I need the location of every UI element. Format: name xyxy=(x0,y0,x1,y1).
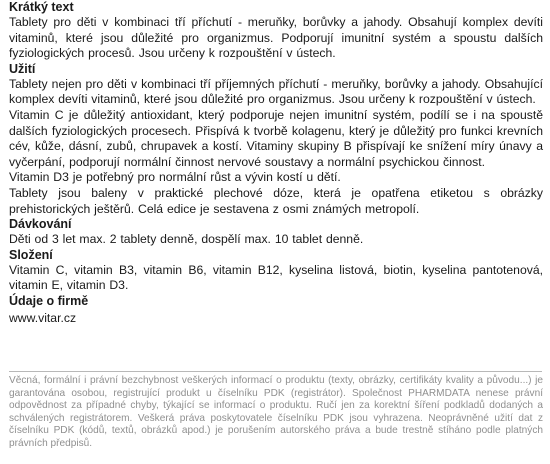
dosage-body: Děti od 3 let max. 2 tablety denně, dospělí max. 10 tablet denně. xyxy=(9,232,364,247)
company-website-link[interactable]: www.vitar.cz xyxy=(9,310,77,325)
section-title-company: Údaje o firmě xyxy=(9,293,89,308)
usage-paragraph: Vitamin D3 je potřebný pro normální růst a vývin kostí u dětí. xyxy=(9,170,341,185)
section-title-composition: Složení xyxy=(9,247,53,262)
section-title-short-text: Krátký text xyxy=(9,0,74,14)
section-title-dosage: Dávkování xyxy=(9,217,72,232)
disclaimer-text: Věcná, formální i právní bezchybnost veškerých informací o produktu (texty, obrázky, certifikáty kvality a původu...) je garantována osobou, registrující produkt u číselníku PDK (registrátor). Společnost PHARMDATA nenese právní odpovědnost za případné chyby, týkající se informací o produktu. Ručí jen za korektní šíření podkladů dodaných a schválených registrátorem. Veškerá práva poskytovatele číselníku PDK jsou vyhrazena. Neoprávněné užití dat z číselníku PDK (kódů, textů, obrázků apod.) je porušením autorského práva a bude trestně stíháno podle platných právních předpisů. xyxy=(9,375,543,449)
usage-paragraph: Tablety jsou baleny v praktické plechové dóze, která je opatřena etiketou s obrázky prehistorických ještěrů. Celá edice je sestavena z osmi známých metropolí. xyxy=(9,185,543,216)
usage-paragraph: Vitamin C je důležitý antioxidant, který podporuje nejen imunitní systém, podílí se i na spoustě dalších fyziologických procesech. Přispívá k tvorbě kolagenu, který je důležitý pro funkci krevních cév, kůže, dásní, zubů, chrupavek a kostí. Vitaminy skupiny B přispívají ke snížení míry únavy a vyčerpání, podporují normální činnost nervové soustavy a normální psychickou činnost. xyxy=(9,107,543,169)
section-title-usage: Užití xyxy=(9,61,36,76)
short-text-body: Tablety pro děti v kombinaci tří příchutí - meruňky, borůvky a jahody. Obsahují komplex devíti vitaminů, které jsou důležité pro organizmus. Podporují imunitní systém a spoustu dalších fyziologických procesů. Jsou určeny k rozpouštění v ústech. xyxy=(9,15,543,61)
disclaimer-divider xyxy=(9,371,542,372)
product-info xyxy=(9,0,543,327)
composition-body: Vitamin C, vitamin B3, vitamin B6, vitamin B12, kyselina listová, biotin, kyselina pantotenová, vitamin E, vitamin D3. xyxy=(9,262,543,293)
usage-paragraph: Tablety nejen pro děti v kombinaci tří příjemných příchutí - meruňky, borůvky a jahody. Obsahující komplex devíti vitaminů, které jsou důležité pro organizmus. Jsou určeny k rozpouštění v ústech. xyxy=(9,76,543,107)
